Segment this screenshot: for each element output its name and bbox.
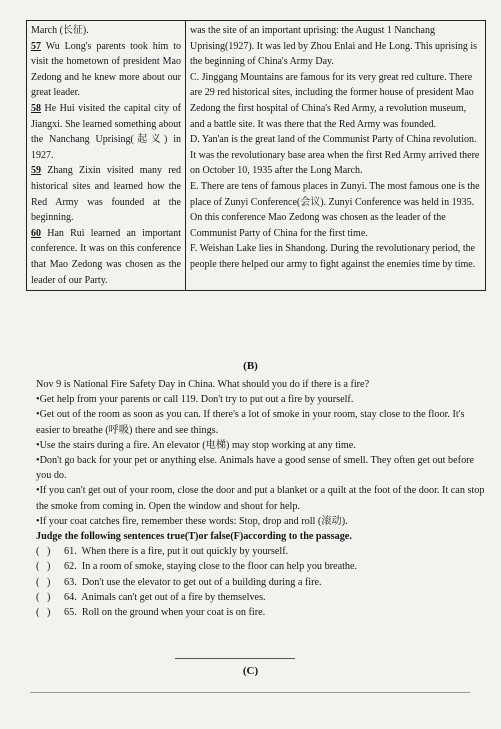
question-text-64: Animals can't get out of a fire by themselves. (81, 591, 266, 603)
matching-table (26, 20, 486, 291)
question-65 (36, 605, 488, 620)
tip-3: •Use the stairs during a fire. An elevator (电梯) may stop working at any time. (36, 439, 356, 451)
question-62 (36, 559, 488, 574)
tip-1: •Get help from your parents or call 119. Don't try to put out a fire by yourself. (36, 394, 354, 406)
place-b-cont: was the site of an important uprising: the August 1 Nanchang Uprising(1927). It was led by Zhou Enlai and He Long. This uprising is the beginning of China's Army Day. (190, 25, 478, 68)
tip-2: •Get out of the room as soon as you can. If there's a lot of smoke in your room, stay close to the floor. It's easier to breathe (呼吸) there and see things. (36, 409, 465, 436)
section-b-heading: (B) (243, 360, 258, 372)
places-column (186, 21, 486, 291)
divider-line-top (175, 658, 295, 659)
item-59-text: Zhang Zixin visited many red historical sites and learned how the Red Army was founded at the beginning. (31, 165, 181, 224)
question-text-62: In a room of smoke, staying close to the floor can help you breathe. (81, 561, 358, 573)
question-number-64: 64. (64, 591, 77, 603)
place-d: D. Yan'an is the great land of the Communist Party of China revolution. It was the revolutionary base area when the first Red Army arrived there on October 10, 1935 after the Long March. (190, 134, 480, 177)
blank-59: 59 (31, 165, 41, 177)
section-b-body (36, 377, 488, 620)
left-text-0: March (长征). (31, 25, 89, 36)
section-b-intro: Nov 9 is National Fire Safety Day in China. What should you do if there is a fire? (36, 379, 370, 390)
item-58-text: He Hui visited the capital city of Jiangxi. She learned something about the Nanchang Uprising(起义) in 1927. (31, 102, 181, 161)
question-number-62: 62. (64, 561, 77, 573)
item-60-text: Han Rui learned an important conference. It was on this conference that Mao Zedong was chosen as the leader of our Party. (31, 227, 181, 286)
question-number-65: 65. (64, 607, 77, 619)
answer-blank-63[interactable]: ( ) (36, 576, 51, 588)
question-61 (36, 544, 488, 559)
item-57-text: Wu Long's parents took him to visit the hometown of president Mao Zedong and he knew more about our great leader. (31, 40, 181, 99)
blank-60: 60 (31, 227, 41, 239)
question-64 (36, 590, 488, 605)
answer-blank-62[interactable]: ( ) (36, 561, 51, 573)
question-text-61: When there is a fire, put it out quickly by yourself. (81, 546, 289, 558)
divider-line-bottom (30, 692, 470, 693)
item-59 (31, 163, 181, 225)
tip-6: •If your coat catches fire, remember these words: Stop, drop and roll (滚动). (36, 515, 348, 527)
people-column (27, 21, 186, 291)
item-57 (31, 39, 181, 101)
question-number-61: 61. (64, 546, 77, 558)
blank-58: 58 (31, 102, 41, 114)
answer-blank-64[interactable]: ( ) (36, 591, 51, 603)
answer-blank-65[interactable]: ( ) (36, 607, 51, 619)
question-63 (36, 575, 488, 590)
tip-4: •Don't go back for your pet or anything else. Animals have a good sense of smell. They often get out before you do. (36, 455, 475, 482)
question-number-63: 63. (64, 576, 77, 588)
place-f: F. Weishan Lake lies in Shandong. During the revolutionary period, the people there helped our army to fight against the enemies time by time. (190, 243, 476, 270)
section-c-heading: (C) (242, 665, 259, 677)
answer-blank-61[interactable]: ( ) (36, 546, 51, 558)
judge-instruction: Judge the following sentences true(T)or false(F)according to the passage. (36, 531, 352, 543)
item-58 (31, 101, 181, 163)
blank-57: 57 (31, 40, 41, 52)
place-c: C. Jinggang Mountains are famous for its very great red culture. There are 29 red historical sites, including the former house of president Mao Zedong the first hospital of China's Red Army, a revolution museum, and a battle site. It was there that the Red Army was founded. (190, 71, 474, 130)
place-e: E. There are tens of famous places in Zunyi. The most famous one is the place of Zunyi Conference(会议). Zunyi Conference was held in 1935. On this conference Mao Zedong was chosen as the leader of the Communist Party of China for the first time. (190, 180, 480, 239)
tip-5: •If you can't get out of your room, close the door and put a blanket or a quilt at the foot of the door. It can stop the smoke from coming in. Open the window and shout for help. (36, 485, 485, 512)
question-text-63: Don't use the elevator to get out of a building during a fire. (81, 576, 322, 588)
question-text-65: Roll on the ground when your coat is on fire. (81, 607, 266, 619)
item-60 (31, 226, 181, 288)
